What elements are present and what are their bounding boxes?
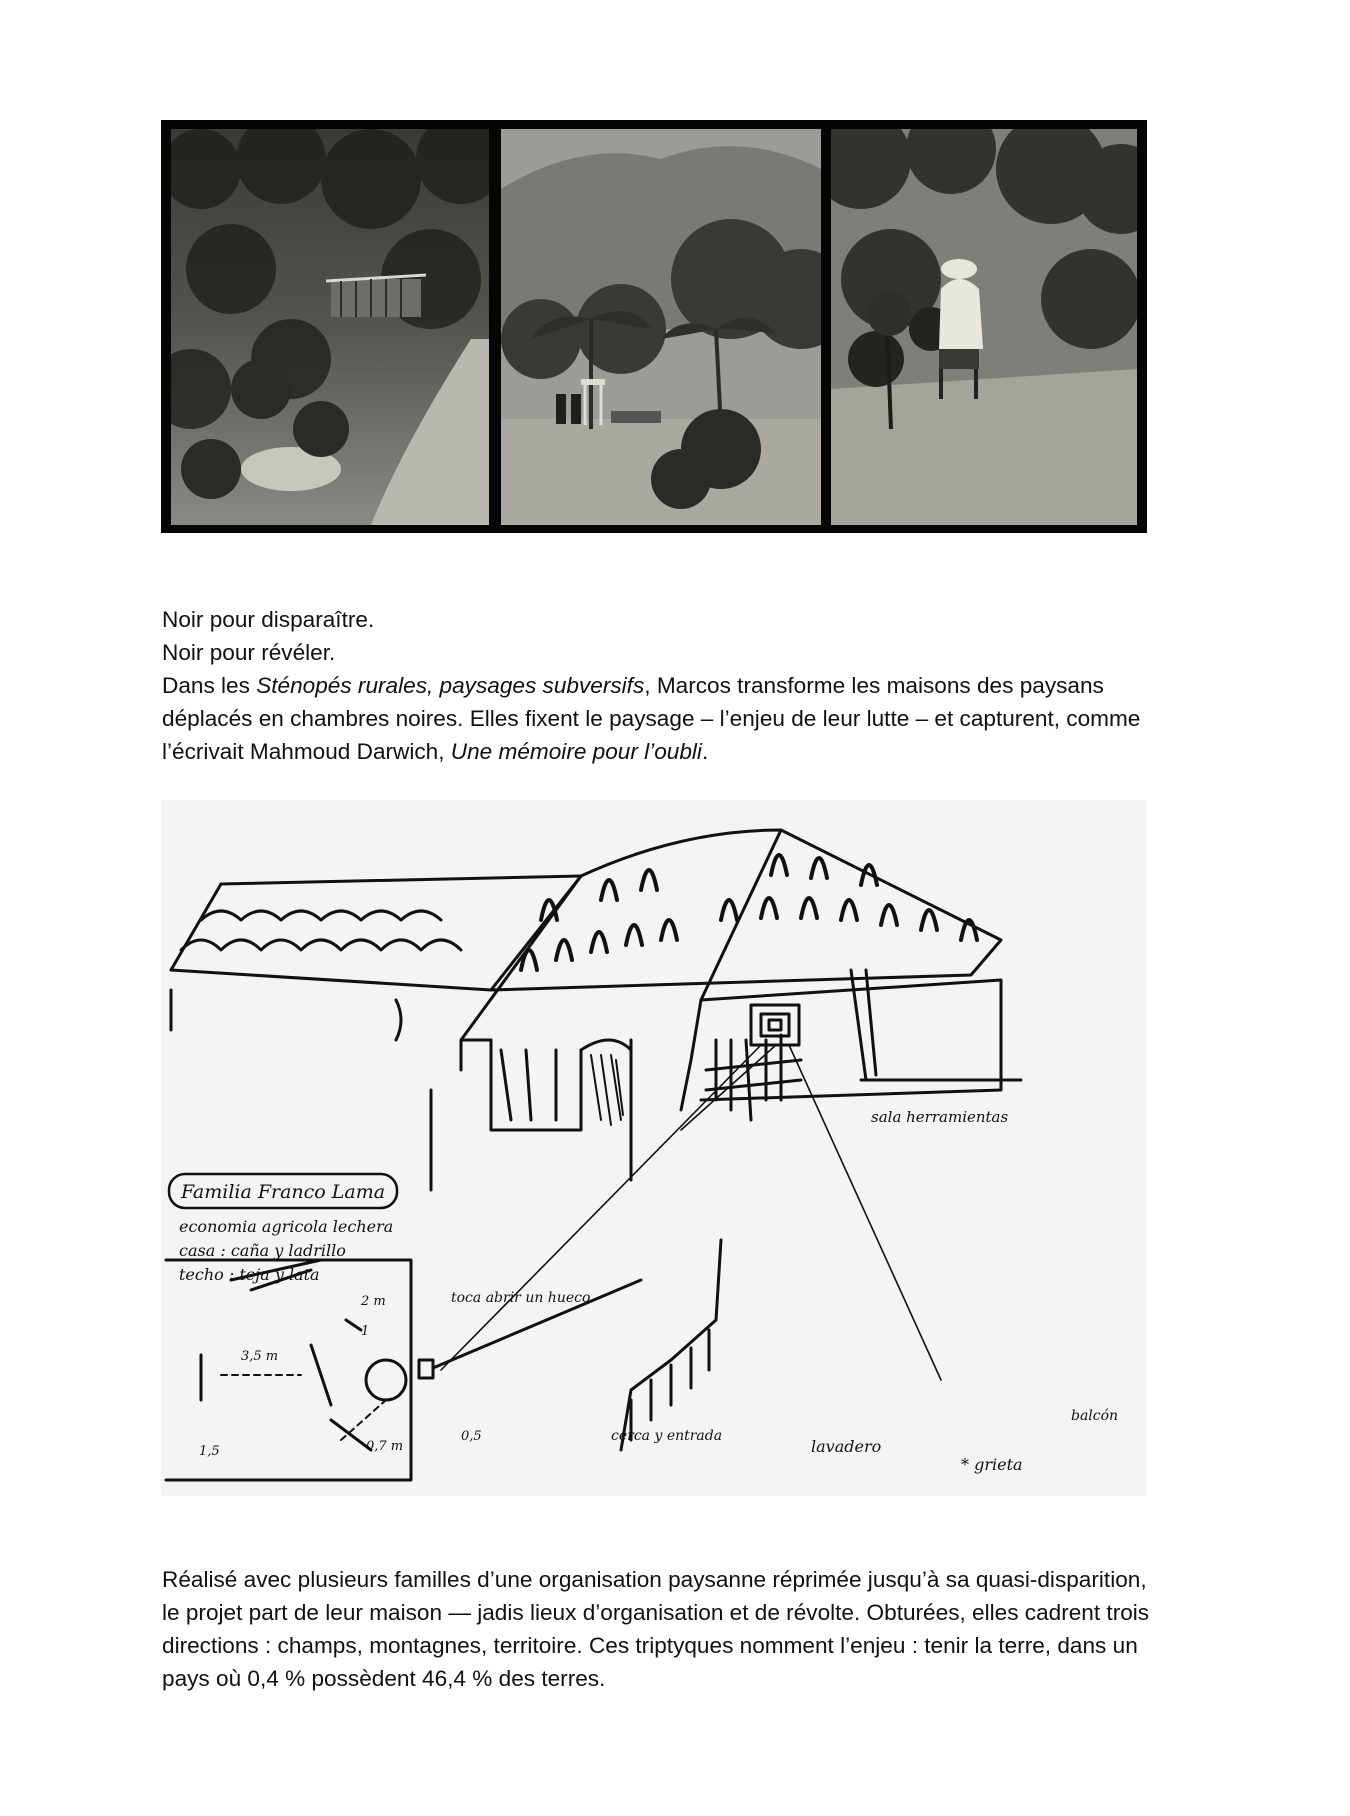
line-reveal: Noir pour révéler. [162,640,336,665]
desc-end: . [701,739,709,764]
note-crack: * grieta [961,1455,1023,1474]
family-title: Familia Franco Lama [181,1181,386,1203]
desc-middle: , Marcos transforme les maisons des paysans déplacés en chambres noires. Elles fixent le paysage – l’enjeu de leur lutte – et capturent, comme l’écrivait Mahmoud Darwich, [162,673,1141,764]
note-open-hole: toca abrir un hueco [451,1290,591,1306]
mark-1-5: 1,5 [199,1444,220,1459]
desc-prefix: Dans les [162,673,257,698]
photo-triptych [161,120,1147,533]
project-summary: Réalisé avec plusieurs familles d’une organisation paysanne réprimée jusqu’à sa quasi-disparition, le projet part de leur maison — jadis lieux d’organisation et de révolte. Obturées, elles cadrent trois directions : champs, montagnes, territoire. Ces triptyques nomment l’enjeu : tenir la terre, dans un pays où 0,4 % possèdent 46,4 % des terres. [162,1567,1150,1691]
note-balcony: balcón [1071,1408,1119,1424]
line-disappear: Noir pour disparaître. [162,607,375,632]
house-sketch [161,800,1147,1496]
photo-hillside-hut [171,129,489,525]
note-tool-room: sala herramientas [871,1108,1009,1126]
note-fence: cerca y entrada [611,1428,723,1444]
dim-2m: 2 m [361,1294,386,1309]
project-paragraph [162,1563,1162,1695]
dim-3-5m: 3,5 m [241,1349,279,1364]
photo-man-seated [831,129,1137,525]
note-walls: casa : caña y ladrillo [179,1241,346,1260]
note-roof: techo : teja y lata [179,1265,320,1284]
project-title: Sténopés rurales, paysages subversifs [256,673,645,698]
note-washbasin: lavadero [811,1437,882,1456]
darwich-quote: Une mémoire pour l’oubli [450,739,702,764]
intro-paragraph [162,603,1172,768]
mark-1: 1 [361,1324,370,1339]
photo-banana-trees [501,129,821,525]
note-economy: economia agricola lechera [179,1217,394,1236]
mark-0-5: 0,5 [461,1429,482,1444]
project-description [162,669,1172,768]
dim-0-7m: 0,7 m [366,1439,404,1454]
